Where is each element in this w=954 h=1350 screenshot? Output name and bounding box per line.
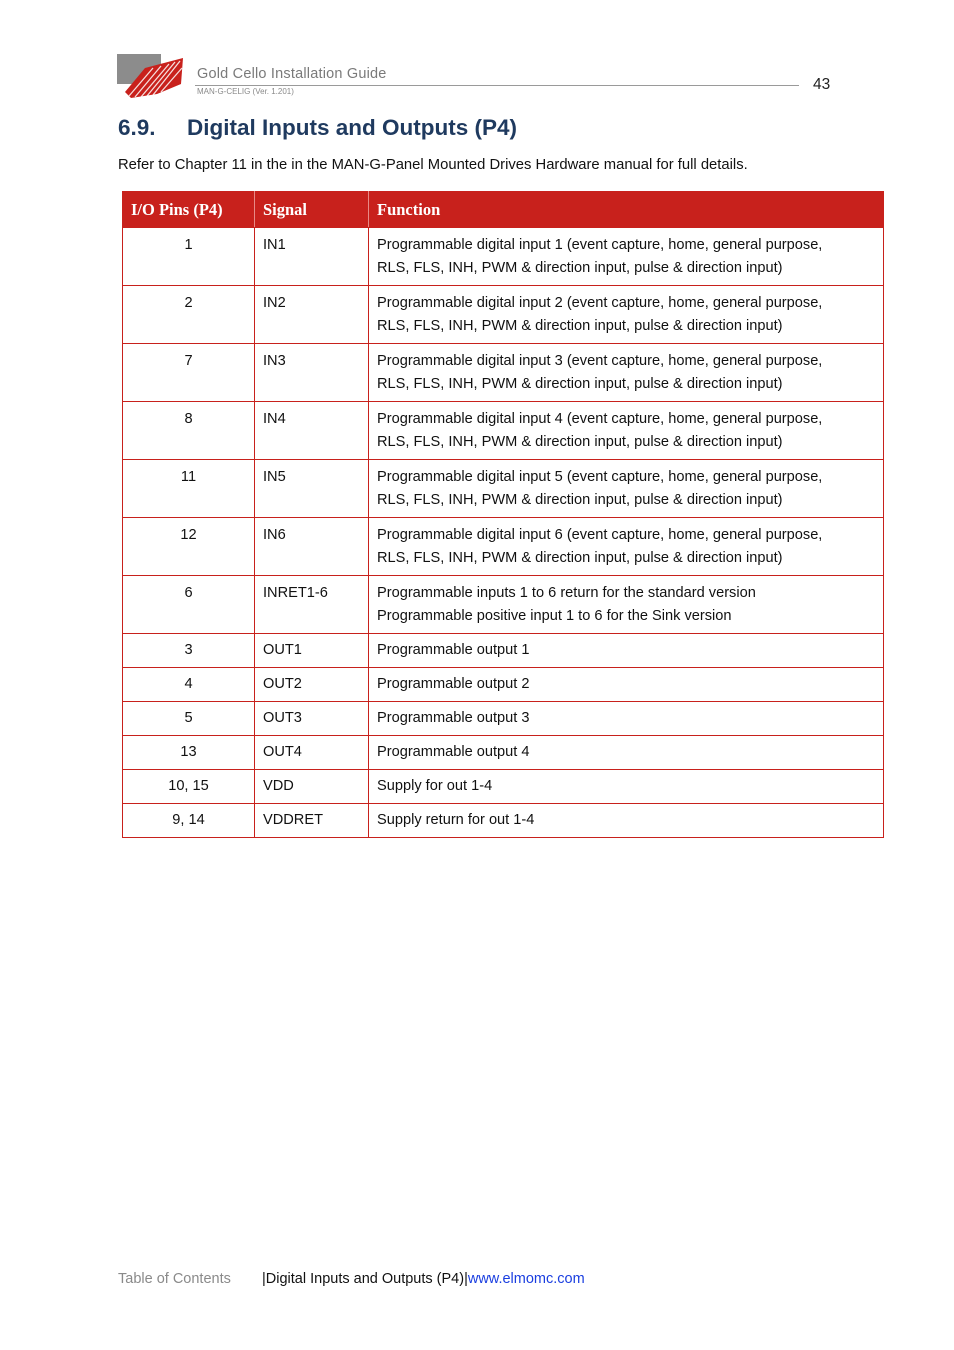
pin-cell: 5 [123, 702, 255, 736]
page-number: 43 [813, 76, 831, 93]
pin-cell: 10, 15 [123, 770, 255, 804]
pin-cell: 1 [123, 228, 255, 286]
function-line: RLS, FLS, INH, PWM & direction input, pulse & direction input) [377, 318, 783, 334]
section-number: 6.9. [118, 115, 156, 140]
function-line: Programmable digital input 4 (event capture, home, general purpose, [377, 411, 823, 427]
table-row [123, 770, 884, 804]
table-row [123, 736, 884, 770]
function-line: Programmable digital input 1 (event capture, home, general purpose, [377, 237, 823, 253]
table-row [123, 344, 884, 402]
table-row [123, 634, 884, 668]
function-line: RLS, FLS, INH, PWM & direction input, pulse & direction input) [377, 376, 783, 392]
section-title: Digital Inputs and Outputs (P4) [187, 115, 517, 140]
column-header-pins: I/O Pins (P4) [123, 192, 255, 228]
function-line: Supply for out 1-4 [377, 778, 493, 794]
intro-paragraph: Refer to Chapter 11 in the in the MAN-G-Panel Mounted Drives Hardware manual for full details. [118, 157, 748, 173]
function-cell [369, 634, 884, 668]
signal-cell: OUT3 [255, 702, 369, 736]
pin-cell: 3 [123, 634, 255, 668]
function-line: Programmable output 2 [377, 676, 530, 692]
function-line: Programmable inputs 1 to 6 return for the standard version [377, 585, 756, 601]
signal-cell: IN3 [255, 344, 369, 402]
function-line: Programmable digital input 2 (event capture, home, general purpose, [377, 295, 823, 311]
signal-cell: OUT1 [255, 634, 369, 668]
function-cell [369, 576, 884, 634]
pin-cell: 9, 14 [123, 804, 255, 838]
function-line: Supply return for out 1-4 [377, 812, 535, 828]
signal-cell: VDD [255, 770, 369, 804]
signal-cell: VDDRET [255, 804, 369, 838]
function-line: Programmable digital input 3 (event capture, home, general purpose, [377, 353, 823, 369]
signal-cell: INRET1-6 [255, 576, 369, 634]
function-cell [369, 460, 884, 518]
function-cell [369, 286, 884, 344]
function-line: Programmable output 1 [377, 642, 530, 658]
table-row [123, 702, 884, 736]
function-cell [369, 518, 884, 576]
function-line: RLS, FLS, INH, PWM & direction input, pulse & direction input) [377, 260, 783, 276]
signal-cell: IN4 [255, 402, 369, 460]
table-row [123, 668, 884, 702]
signal-cell: IN6 [255, 518, 369, 576]
function-line: Programmable digital input 6 (event capture, home, general purpose, [377, 527, 823, 543]
pin-cell: 2 [123, 286, 255, 344]
footer-nav [262, 1271, 585, 1287]
function-cell [369, 668, 884, 702]
section-heading [118, 115, 517, 141]
io-pins-table [122, 191, 884, 838]
pin-cell: 11 [123, 460, 255, 518]
table-row [123, 518, 884, 576]
document-title: Gold Cello Installation Guide [197, 66, 387, 82]
function-line: RLS, FLS, INH, PWM & direction input, pulse & direction input) [377, 434, 783, 450]
footer-separator: | [262, 1271, 266, 1287]
table-row [123, 804, 884, 838]
function-line: Programmable output 3 [377, 710, 530, 726]
column-header-function: Function [369, 192, 884, 228]
function-cell [369, 344, 884, 402]
header-divider [195, 85, 799, 86]
function-cell [369, 402, 884, 460]
function-cell [369, 770, 884, 804]
function-line: Programmable positive input 1 to 6 for the Sink version [377, 608, 732, 624]
pin-cell: 6 [123, 576, 255, 634]
footer-separator: | [464, 1271, 468, 1287]
table-row [123, 402, 884, 460]
document-code: MAN-G-CELIG (Ver. 1.201) [197, 87, 294, 96]
footer-toc-link[interactable]: Table of Contents [118, 1271, 231, 1287]
function-cell [369, 228, 884, 286]
function-line: Programmable output 4 [377, 744, 530, 760]
table-row [123, 576, 884, 634]
pin-cell: 13 [123, 736, 255, 770]
pin-cell: 12 [123, 518, 255, 576]
signal-cell: IN2 [255, 286, 369, 344]
table-row [123, 286, 884, 344]
signal-cell: IN5 [255, 460, 369, 518]
footer-section-label: Digital Inputs and Outputs (P4) [265, 1271, 465, 1287]
pin-cell: 7 [123, 344, 255, 402]
signal-cell: IN1 [255, 228, 369, 286]
signal-cell: OUT2 [255, 668, 369, 702]
table-header-row [123, 192, 884, 228]
function-line: RLS, FLS, INH, PWM & direction input, pulse & direction input) [377, 550, 783, 566]
function-cell [369, 702, 884, 736]
table-row [123, 460, 884, 518]
function-line: Programmable digital input 5 (event capture, home, general purpose, [377, 469, 823, 485]
function-cell [369, 804, 884, 838]
signal-cell: OUT4 [255, 736, 369, 770]
column-header-signal: Signal [255, 192, 369, 228]
pin-cell: 4 [123, 668, 255, 702]
function-cell [369, 736, 884, 770]
footer-website-link[interactable]: www.elmomc.com [467, 1271, 585, 1287]
elmo-logo [117, 54, 183, 98]
function-line: RLS, FLS, INH, PWM & direction input, pulse & direction input) [377, 492, 783, 508]
pin-cell: 8 [123, 402, 255, 460]
table-row [123, 228, 884, 286]
table-body [123, 228, 884, 838]
